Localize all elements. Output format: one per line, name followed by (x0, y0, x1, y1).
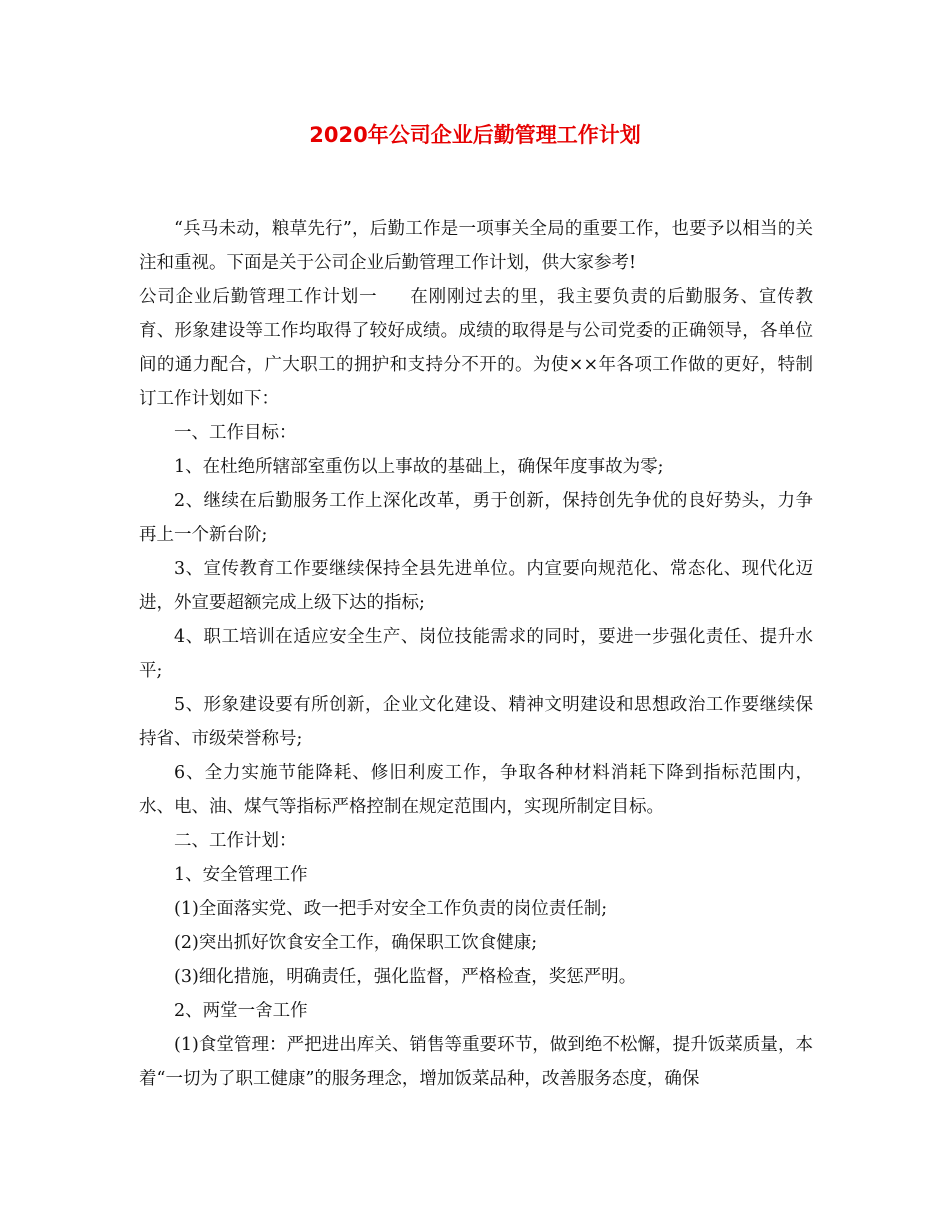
subsection-heading-safety: 1、安全管理工作 (174, 865, 308, 885)
safety-item: (3)细化措施，明确责任，强化监督，严格检查，奖惩严明。 (174, 967, 637, 987)
section-heading-plan: 二、工作计划： (174, 831, 297, 851)
safety-item: (1)全面落实党、政一把手对安全工作负责的岗位责任制; (174, 899, 608, 919)
plan-intro-text: 在刚刚过去的里，我主要负责的后勤服务、宣传教育、形象建设等工作均取得了较好成绩。成绩的取得是与公司党委的正确领导，各单位间的通力配合，广大职工的拥护和支持分不开的。为使××年各项工作做的更好，特制订工作计划如下： (139, 287, 814, 409)
section-heading-goals: 一、工作目标： (174, 423, 297, 443)
goal-item: 5、形象建设要有所创新，企业文化建设、精神文明建设和思想政治工作要继续保持省、市级荣誉称号; (139, 695, 813, 749)
safety-item: (2)突出抓好饮食安全工作，确保职工饮食健康; (174, 933, 538, 953)
subsection-heading-canteen: 2、两堂一舍工作 (174, 1001, 308, 1021)
plan-intro-paragraph (139, 280, 813, 416)
goal-item: 3、宣传教育工作要继续保持全县先进单位。内宣要向规范化、常态化、现代化迈进，外宣要超额完成上级下达的指标; (139, 559, 813, 613)
document-title: 2020年公司企业后勤管理工作计划 (309, 123, 641, 147)
canteen-item: (1)食堂管理：严把进出库关、销售等重要环节，做到绝不松懈，提升饭菜质量，本着“一切为了职工健康”的服务理念，增加饭菜品种，改善服务态度，确保 (139, 1035, 813, 1089)
goal-item: 1、在杜绝所辖部室重伤以上事故的基础上，确保年度事故为零; (174, 457, 664, 477)
goal-item: 6、全力实施节能降耗、修旧利废工作，争取各种材料消耗下降到指标范围内，水、电、油、煤气等指标严格控制在规定范围内，实现所制定目标。 (139, 763, 813, 817)
goal-item: 2、继续在后勤服务工作上深化改革，勇于创新，保持创先争优的良好势头，力争再上一个新台阶; (139, 491, 813, 545)
goal-item: 4、职工培训在适应安全生产、岗位技能需求的同时，要进一步强化责任、提升水平; (139, 627, 813, 681)
plan-heading: 公司企业后勤管理工作计划一 (139, 287, 378, 307)
document-body (139, 212, 813, 1096)
intro-paragraph: “兵马未动，粮草先行”，后勤工作是一项事关全局的重要工作，也要予以相当的关注和重视。下面是关于公司企业后勤管理工作计划，供大家参考! (139, 219, 813, 273)
